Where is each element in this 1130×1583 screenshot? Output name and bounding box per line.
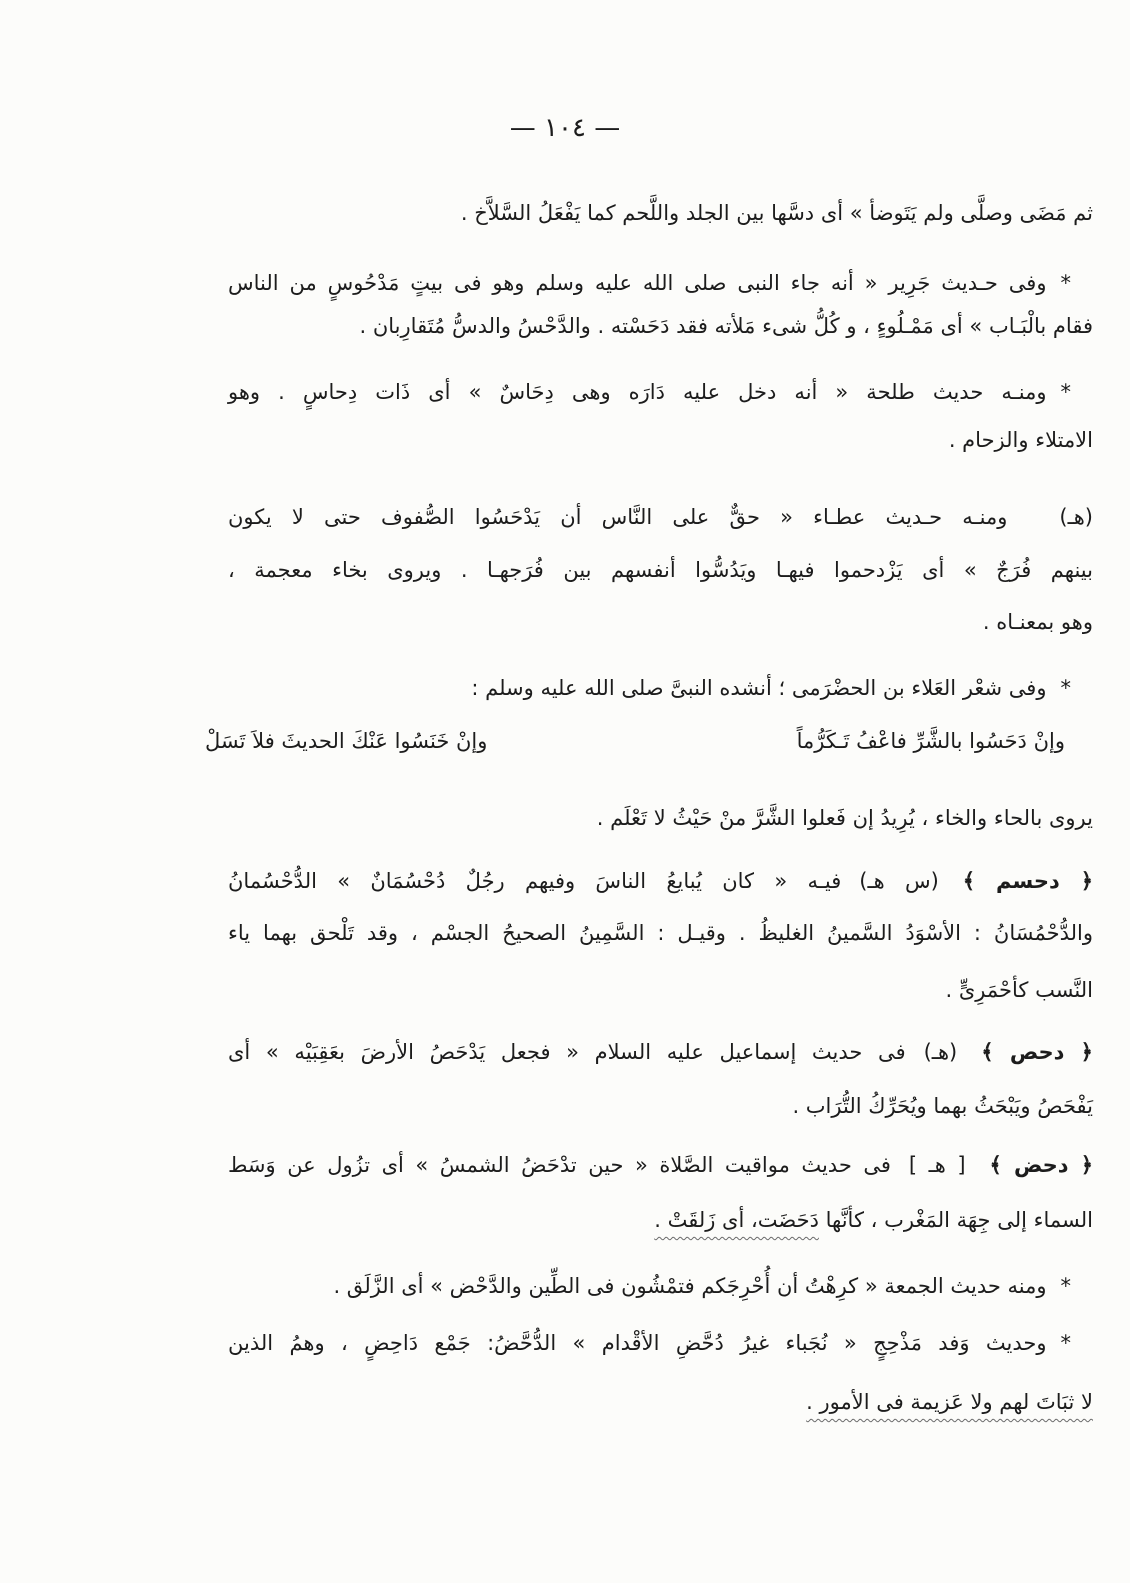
text-line: ثم مَضَى وصلَّى ولم يَتَوضأ » أى دسَّها بين الجلد واللَّحم كما يَفْعَلُ السَّلاَّخ . [460,201,1093,225]
line-text: فى حديث إسماعيل عليه السلام « فجعل يَدْحَصُ الأرضَ بعَقِبَيْه » أى [228,1040,906,1064]
text-line: والدُّحْمُسَانُ : الأسْوَدُ السَّمينُ الغليظُ . وقيـل : السَّمِينُ الصحيحُ الجسْم ، وقد تَلْحق بهما ياء [228,921,1093,945]
source-marker: [ هـ ] [908,1153,966,1177]
headword: ﴿ دحسم ﴾ [962,869,1093,893]
line-text: وفى شعْر العَلاء بن الحضْرَمى ؛ أنشده النبىَّ صلى الله عليه وسلم : [471,676,1047,700]
text-line [228,668,1093,708]
text-line [228,1323,1093,1363]
text-line: النَّسب كأحْمَرِىٍّ . [945,978,1093,1002]
source-marker: (هـ) [1059,505,1093,529]
line-text: السماء إلى جِهَة المَغْرب ، كأنَّها [825,1208,1093,1232]
text-line: يروى بالحاء والخاء ، يُرِيدُ إن فَعلوا الشَّرَّ منْ حَيْثُ لا تَعْلَم . [596,806,1093,830]
text-line [228,263,1093,303]
verse-first-hemistich: وإنْ دَحَسُوا بالشَّرِّ فاعْفُ تَـكَرُّماً [796,729,1065,753]
asterisk-marker: * [1060,1274,1071,1298]
line-text: فى حديث مواقيت الصَّلاة « حين تدْحَضُ الشمسُ » أى تزُول عن وَسَط [228,1153,891,1177]
text-line [228,497,1093,537]
hand-underlined-text: دَحَضَت، أى زَلقَتْ . [654,1208,819,1232]
text-line [228,1145,1093,1185]
text-line [228,1200,1093,1240]
source-marker: (س هـ) [859,869,939,893]
text-line [228,861,1093,901]
line-text: ومنـه حديث طلحة « أنه دخل عليه دَارَه وهى دِحَاسٌ » أى ذَات دِحاسٍ . وهو [228,380,1047,404]
text-line [228,372,1093,412]
verse-second-hemistich: وإنْ خَنَسُوا عَنْكَ الحديثَ فلاَ تَسَلْ [205,729,488,753]
text-line [228,1032,1093,1072]
asterisk-marker: * [1060,380,1071,404]
asterisk-marker: * [1060,1331,1071,1355]
text-line: فقام بالْبَـاب » أى مَمْـلُوءٍ ، و كُلُّ شىء مَلأته فقد دَحَسْته . والدَّحْسُ والدسُّ مُتَقارِبان . [359,314,1093,338]
asterisk-marker: * [1060,271,1071,295]
text-line: يَفْحَصُ ويَبْحَثُ بهما ويُحَرِّكُ التُّرَاب . [792,1094,1093,1118]
poetry-verse [205,721,1065,761]
text-line: وهو بمعنـاه . [982,610,1093,634]
line-text: ومنه حديث الجمعة « كرِهْتُ أن أُحْرِجَكم فتمْشُون فى الطِّين والدَّحْض » أى الزَّلَق . [333,1274,1047,1298]
text-line: الامتلاء والزحام . [948,428,1093,452]
line-text: وحديث وَفد مَذْحِجٍ « نُجَباء غيرُ دُحَّضِ الأقْدام » الدُّحَّضُ: جَمْع دَاحِضٍ ، وهمُ الذين [228,1331,1047,1355]
line-text: وفى حـديث جَرِير « أنه جاء النبى صلى الله عليه وسلم وهو فى بيتٍ مَدْحُوسٍ من الناس [228,271,1047,295]
text-line [228,1266,1093,1306]
page-number: — ١٠٤ — [509,113,621,143]
line-text: فيـه « كان يُبايعُ الناسَ وفيهم رجُلٌ دُحْسُمَانٌ » الدُّحْسُمانُ [228,869,842,893]
text-line [228,1382,1093,1422]
source-marker: (هـ) [923,1040,958,1064]
headword: ﴿ دحص ﴾ [981,1040,1093,1064]
text-line: بينهم فُرَجٌ » أى يَزْدحموا فيهـا ويَدُسُّوا أنفسهم بين فُرَجهـا . ويروى بخاء معجمة ، [228,558,1093,582]
headword: ﴿ دحض ﴾ [989,1153,1094,1177]
asterisk-marker: * [1060,676,1071,700]
line-text: ومنـه حـديث عطـاء « حقٌّ على النَّاس أن يَدْحَسُوا الصُّفوف حتى لا يكون [228,505,1008,529]
hand-underlined-text: لا ثبَاتَ لهم ولا عَزيمة فى الأمور . [806,1390,1093,1414]
